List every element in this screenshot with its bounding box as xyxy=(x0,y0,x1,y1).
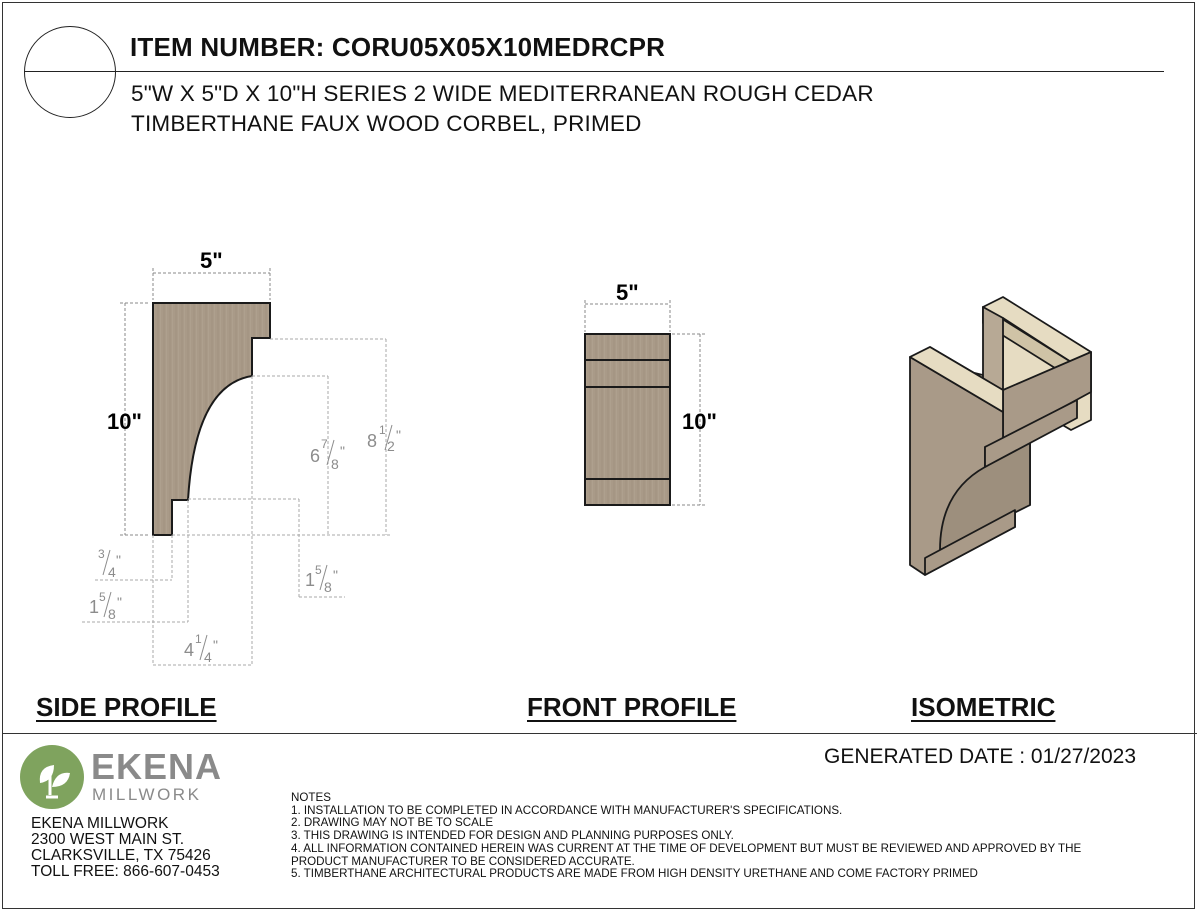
svg-text:8: 8 xyxy=(331,456,339,472)
svg-text:4: 4 xyxy=(184,640,195,660)
isometric-label: ISOMETRIC xyxy=(911,692,1056,722)
generated-date: GENERATED DATE : 01/27/2023 xyxy=(824,745,1137,768)
dim-8-1-2 xyxy=(367,423,401,454)
ekena-leaf-logo-icon xyxy=(20,745,84,809)
item-number-title: ITEM NUMBER: CORU05X05X10MEDRCPR xyxy=(130,32,666,62)
address-company: EKENA MILLWORK xyxy=(31,815,169,832)
svg-text:": " xyxy=(117,594,122,610)
svg-text:7: 7 xyxy=(321,437,328,451)
notes-block xyxy=(291,792,1181,881)
dim-1-5-8-right xyxy=(305,563,338,595)
svg-text:1: 1 xyxy=(89,597,100,617)
address-city: CLARKSVILLE, TX 75426 xyxy=(31,847,211,864)
svg-text:1: 1 xyxy=(379,423,386,437)
note-item: 2. DRAWING MAY NOT BE TO SCALE xyxy=(291,816,494,830)
front-height-dim: 10" xyxy=(682,409,717,434)
svg-text:5: 5 xyxy=(315,563,322,577)
svg-text:5: 5 xyxy=(99,590,106,604)
svg-text:": " xyxy=(213,637,218,653)
svg-text:": " xyxy=(396,427,401,443)
logo-wordmark: EKENA xyxy=(91,746,223,787)
note-item: 3. THIS DRAWING IS INTENDED FOR DESIGN AND PLANNING PURPOSES ONLY. xyxy=(291,829,734,843)
svg-text:1: 1 xyxy=(195,632,202,646)
dim-4-1-4 xyxy=(184,632,218,665)
description-line-1: 5"W X 5"D X 10"H SERIES 2 WIDE MEDITERRANEAN ROUGH CEDAR xyxy=(131,81,874,106)
svg-text:8: 8 xyxy=(108,606,116,622)
svg-text:": " xyxy=(333,567,338,583)
svg-text:6: 6 xyxy=(310,446,321,466)
svg-text:": " xyxy=(340,443,345,459)
notes-title: NOTES xyxy=(291,791,331,804)
svg-text:1: 1 xyxy=(305,570,316,590)
address-phone: TOLL FREE: 866-607-0453 xyxy=(31,863,220,880)
note-item: 4. ALL INFORMATION CONTAINED HEREIN WAS CURRENT AT THE TIME OF DEVELOPMENT BUT MUST BE REVIEWED AND APPROVED BY THE xyxy=(291,841,1082,855)
address-street: 2300 WEST MAIN ST. xyxy=(31,831,185,848)
front-width-dim: 5" xyxy=(616,280,639,305)
description-line-2: TIMBERTHANE FAUX WOOD CORBEL, PRIMED xyxy=(131,111,642,136)
logo-subtitle: MILLWORK xyxy=(92,785,202,804)
note-item: 5. TIMBERTHANE ARCHITECTURAL PRODUCTS ARE MADE FROM HIGH DENSITY URETHANE AND COME FACTORY PRIMED xyxy=(291,867,978,881)
dim-3-4 xyxy=(98,547,121,580)
note-item: 1. INSTALLATION TO BE COMPLETED IN ACCORDANCE WITH MANUFACTURER'S SPECIFICATIONS. xyxy=(291,803,843,817)
svg-text:4: 4 xyxy=(108,564,116,580)
svg-text:": " xyxy=(116,552,121,568)
footer-divider xyxy=(2,733,1197,734)
note-item: PRODUCT MANUFACTURER TO BE CONSIDERED ACCURATE. xyxy=(291,854,635,868)
svg-text:3: 3 xyxy=(98,547,105,561)
svg-text:8: 8 xyxy=(324,579,332,595)
svg-text:4: 4 xyxy=(204,649,212,665)
front-profile-drawing xyxy=(585,334,670,505)
front-profile-label: FRONT PROFILE xyxy=(527,692,737,722)
side-profile-label: SIDE PROFILE xyxy=(36,692,217,722)
svg-text:8: 8 xyxy=(367,431,378,451)
svg-text:2: 2 xyxy=(387,438,395,454)
dim-1-5-8-left xyxy=(89,590,122,622)
side-width-dim: 5" xyxy=(200,248,223,273)
side-height-dim: 10" xyxy=(107,409,142,434)
isometric-drawing xyxy=(910,297,1091,575)
